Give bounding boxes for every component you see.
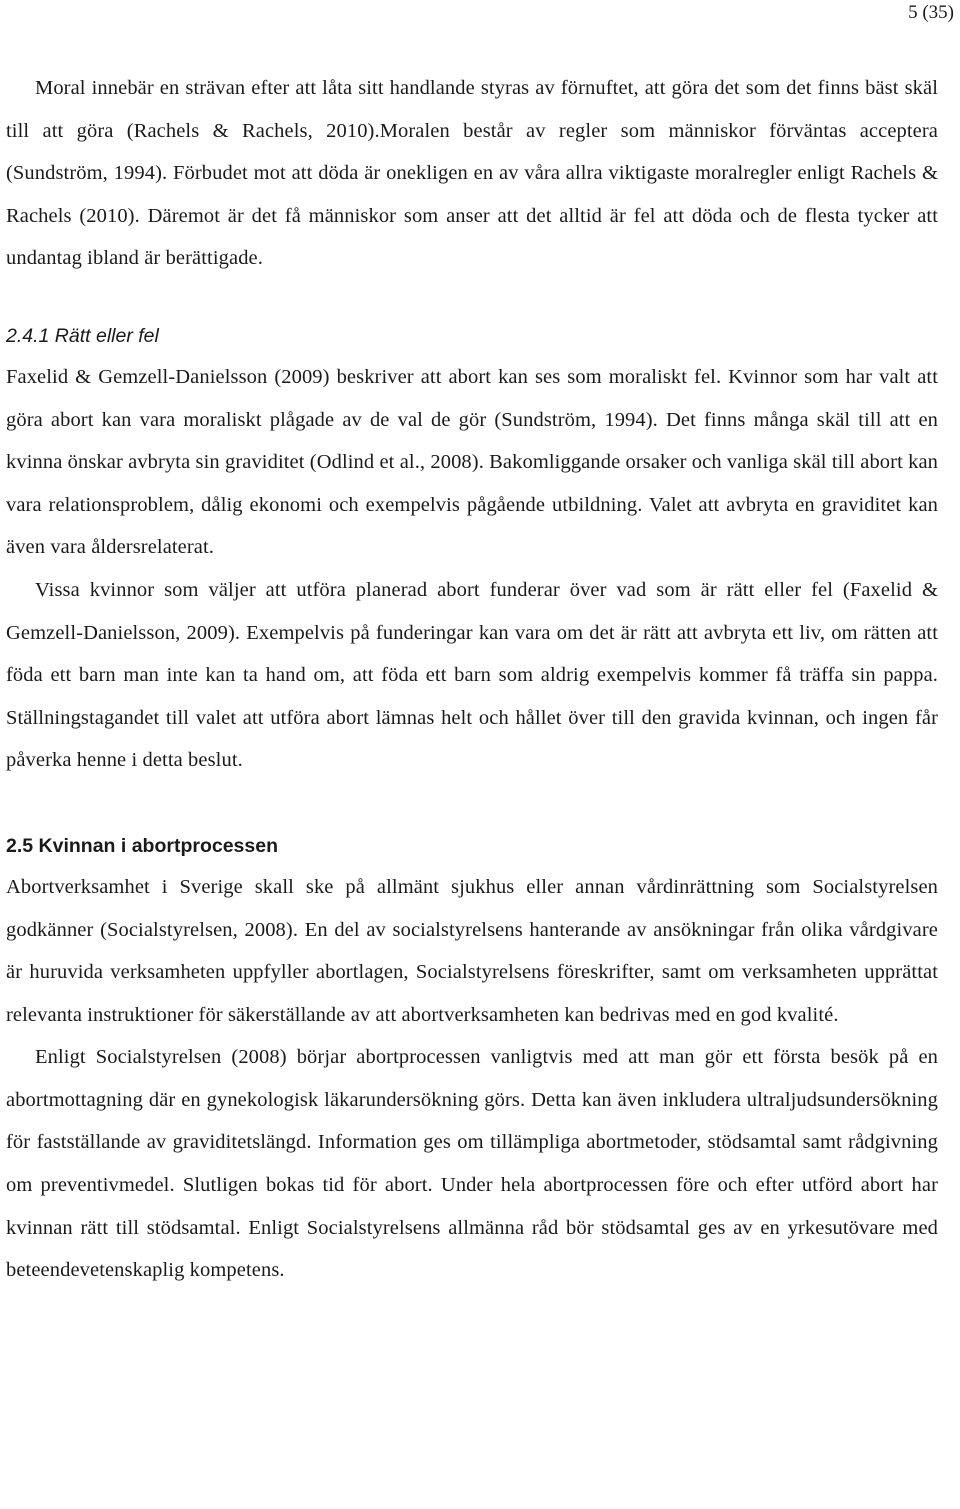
section-title: Kvinnan i abortprocessen: [38, 834, 279, 857]
page-number: 5 (35): [908, 2, 954, 23]
paragraph-abortprocess-2: Enligt Socialstyrelsen (2008) börjar abortprocessen vanligtvis med att man gör ett första besök på en abortmottagning där en gynekologisk läkarundersökning görs. Detta kan även inkludera ultraljudsundersökning för fastställande av graviditetslängd. Information ges om tillämpliga abortmetoder, stödsamtal samt rådgivning om preventivmedel. Slutligen bokas tid för abort. Under hela abortprocessen före och efter utförd abort har kvinnan rätt till stödsamtal. Enligt Socialstyrelsens allmänna råd bör stödsamtal ges av en yrkesutövare med beteendevetenskaplig kompetens.: [6, 1046, 938, 1282]
paragraph-moral: Moral innebär en strävan efter att låta sitt handlande styras av förnuftet, att göra det som det finns bäst skäl till att göra (Rachels & Rachels, 2010).Moralen består av regler som människor förväntas acceptera (Sundström, 1994). Förbudet mot att döda är onekligen en av våra allra viktigaste moralregler enligt Rachels & Rachels (2010). Däremot är det få människor som anser att det alltid är fel att döda och de flesta tycker att undantag ibland är berättigade.: [6, 77, 938, 270]
section-heading-2-4-1: [6, 316, 938, 356]
section-number: 2.5: [6, 834, 34, 857]
paragraph-ratt-eller-fel-1: Faxelid & Gemzell-Danielsson (2009) beskriver att abort kan ses som moraliskt fel. Kvinnor som har valt att göra abort kan vara moraliskt plågade av de val de gör (Sundström, 1994). Det finns många skäl till att en kvinna önskar avbryta sin graviditet (Odlind et al., 2008). Bakomliggande orsaker och vanliga skäl till abort kan vara relationsproblem, dålig ekonomi och exempelvis pågående utbildning. Valet att avbryta en graviditet kan även vara åldersrelaterat.: [6, 365, 938, 559]
document-body: [6, 67, 938, 1292]
section-number: 2.4.1: [6, 324, 50, 347]
paragraph-ratt-eller-fel-2: Vissa kvinnor som väljer att utföra planerad abort funderar över vad som är rätt eller fel (Faxelid & Gemzell-Danielsson, 2009). Exempelvis på funderingar kan vara om det är rätt att avbryta ett liv, om rätten att föda ett barn man inte kan ta hand om, att föda ett barn som aldrig exempelvis kommer få träffa sin pappa. Ställningstagandet till valet att utföra abort lämnas helt och hållet över till den gravida kvinnan, och ingen får påverka henne i detta beslut.: [6, 578, 938, 772]
section-title: Rätt eller fel: [54, 324, 159, 347]
spacer: [6, 782, 938, 826]
spacer: [6, 280, 938, 316]
paragraph-abortprocess-1: Abortverksamhet i Sverige skall ske på allmänt sjukhus eller annan vårdinrättning som Socialstyrelsen godkänner (Socialstyrelsen, 2008). En del av socialstyrelsens hanterande av ansökningar från olika vårdgivare är huruvida verksamheten uppfyller abortlagen, Socialstyrelsens föreskrifter, samt om verksamheten upprättat relevanta instruktioner för säkerställande av att abortverksamheten kan bedrivas med en god kvalité.: [6, 875, 938, 1026]
section-heading-2-5: [6, 826, 938, 866]
